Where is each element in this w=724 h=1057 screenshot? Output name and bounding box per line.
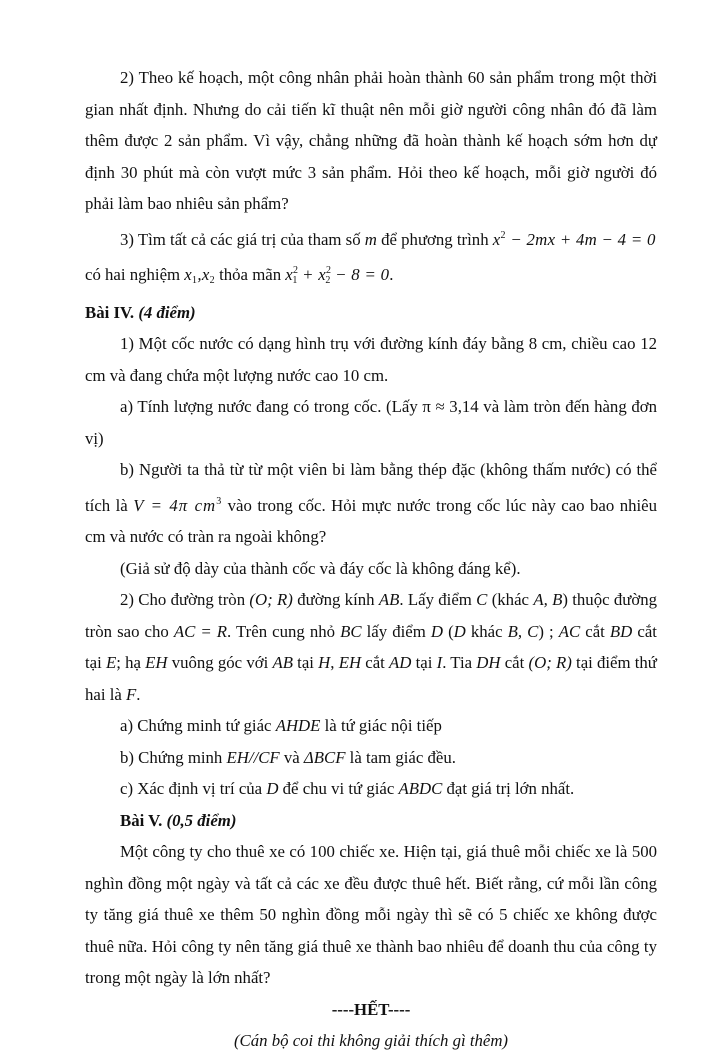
section-5-title: Bài V. bbox=[120, 810, 163, 830]
section-4-part-2a: a) Chứng minh tứ giác AHDE là tứ giác nội tiếp bbox=[120, 716, 442, 735]
section-4-title: Bài IV. bbox=[85, 302, 135, 322]
q3-condition: $x^2_1 + x^2_2 - 8 = 0$ bbox=[285, 265, 390, 286]
section-4-part-2: 2) Cho đường tròn (O; R) đường kính AB. Lấy điểm C (khác A, B) thuộc đường tròn sao cho AC = R. Trên cung nhỏ BC lấy điểm D (D khác B, C) ; AC cắt BD cắt tại E; hạ EH vuông góc với AB tại H, EH cắt AD tại I. Tia DH cắt (O; R) tại điểm thứ hai là F. bbox=[85, 590, 657, 704]
section-4-points: (4 điểm) bbox=[138, 302, 196, 322]
section-4-part-1a: a) Tính lượng nước đang có trong cốc. (Lấy π ≈ 3,14 và làm tròn đến hàng đơn vị) bbox=[85, 397, 657, 448]
q3-param: m bbox=[364, 229, 377, 249]
section-5-heading bbox=[85, 805, 657, 837]
q3-mid: để phương trình bbox=[381, 229, 489, 249]
sphere-volume: V = 4π $cm^3$ bbox=[133, 495, 223, 515]
section-4-part-2b: b) Chứng minh EH//CF và ΔBCF là tam giác đều. bbox=[120, 747, 456, 767]
exam-page bbox=[85, 62, 657, 1057]
q3-prefix: 3) Tìm tất cả các giá trị của tham số bbox=[120, 229, 361, 249]
end-note: (Cán bộ coi thi không giải thích gì thêm) bbox=[233, 1031, 509, 1050]
q3-line2-pre: có hai nghiệm bbox=[85, 265, 181, 284]
q3-line2-mid: thỏa mãn bbox=[219, 265, 282, 284]
question-3-line-1 bbox=[85, 220, 657, 256]
question-2-text: 2) Theo kế hoạch, một công nhân phải hoàn thành 60 sản phẩm trong một thời gian nhất định. Nhưng do cải tiến kĩ thuật nên mỗi giờ người công nhân đó đã làm thêm được 2 sản phẩm. Vì vậy, chẳng những đã hoàn thành kế hoạch sớm hơn dự định 30 phút mà còn vượt mức 3 sản phẩm. Hỏi theo kế hoạch, mỗi giờ người đó phải làm bao nhiêu sản phẩm? bbox=[85, 68, 657, 213]
end-marker: ----HẾT---- bbox=[331, 999, 411, 1019]
section-4-note: (Giả sử độ dày của thành cốc và đáy cốc là không đáng kể). bbox=[120, 558, 521, 578]
question-3-line-2: có hai nghiệm $x_1,x_2$ thỏa mãn $x^2_1 + x^2_2 - 8 = 0$. bbox=[85, 265, 394, 286]
section-4-part-1: 1) Một cốc nước có dạng hình trụ với đường kính đáy bằng 8 cm, chiều cao 12 cm và đang chứa một lượng nước cao 10 cm. bbox=[85, 334, 657, 385]
q3-equation: $x^2 - 2mx + 4m - 4 = 0$ bbox=[492, 229, 656, 249]
q3-roots: $x_1,x_2$ bbox=[184, 265, 215, 286]
section-4-heading bbox=[85, 297, 657, 329]
section-5-text: Một công ty cho thuê xe có 100 chiếc xe. Hiện tại, giá thuê mỗi chiếc xe là 500 nghìn đồng một ngày và tất cả các xe đều được thuê hết. Biết rằng, cứ mỗi lần công ty tăng giá thuê xe thêm 50 nghìn đồng mỗi ngày thì sẽ có 5 chiếc xe không được thuê nữa. Hỏi công ty nên tăng giá thuê xe thành bao nhiêu để doanh thu của công ty trong một ngày là lớn nhất? bbox=[85, 842, 657, 987]
section-4-part-1b: b) Người ta thả từ từ một viên bi làm bằng thép đặc (không thấm nước) có thể tích là V = 4π $cm^3$ vào trong cốc. Hỏi mực nước trong cốc lúc này cao bao nhiêu cm và nước có tràn ra ngoài không? bbox=[85, 460, 657, 546]
section-4-part-2c: c) Xác định vị trí của D để chu vi tứ giác ABDC đạt giá trị lớn nhất. bbox=[120, 779, 575, 798]
section-5-points: (0,5 điểm) bbox=[166, 810, 237, 830]
